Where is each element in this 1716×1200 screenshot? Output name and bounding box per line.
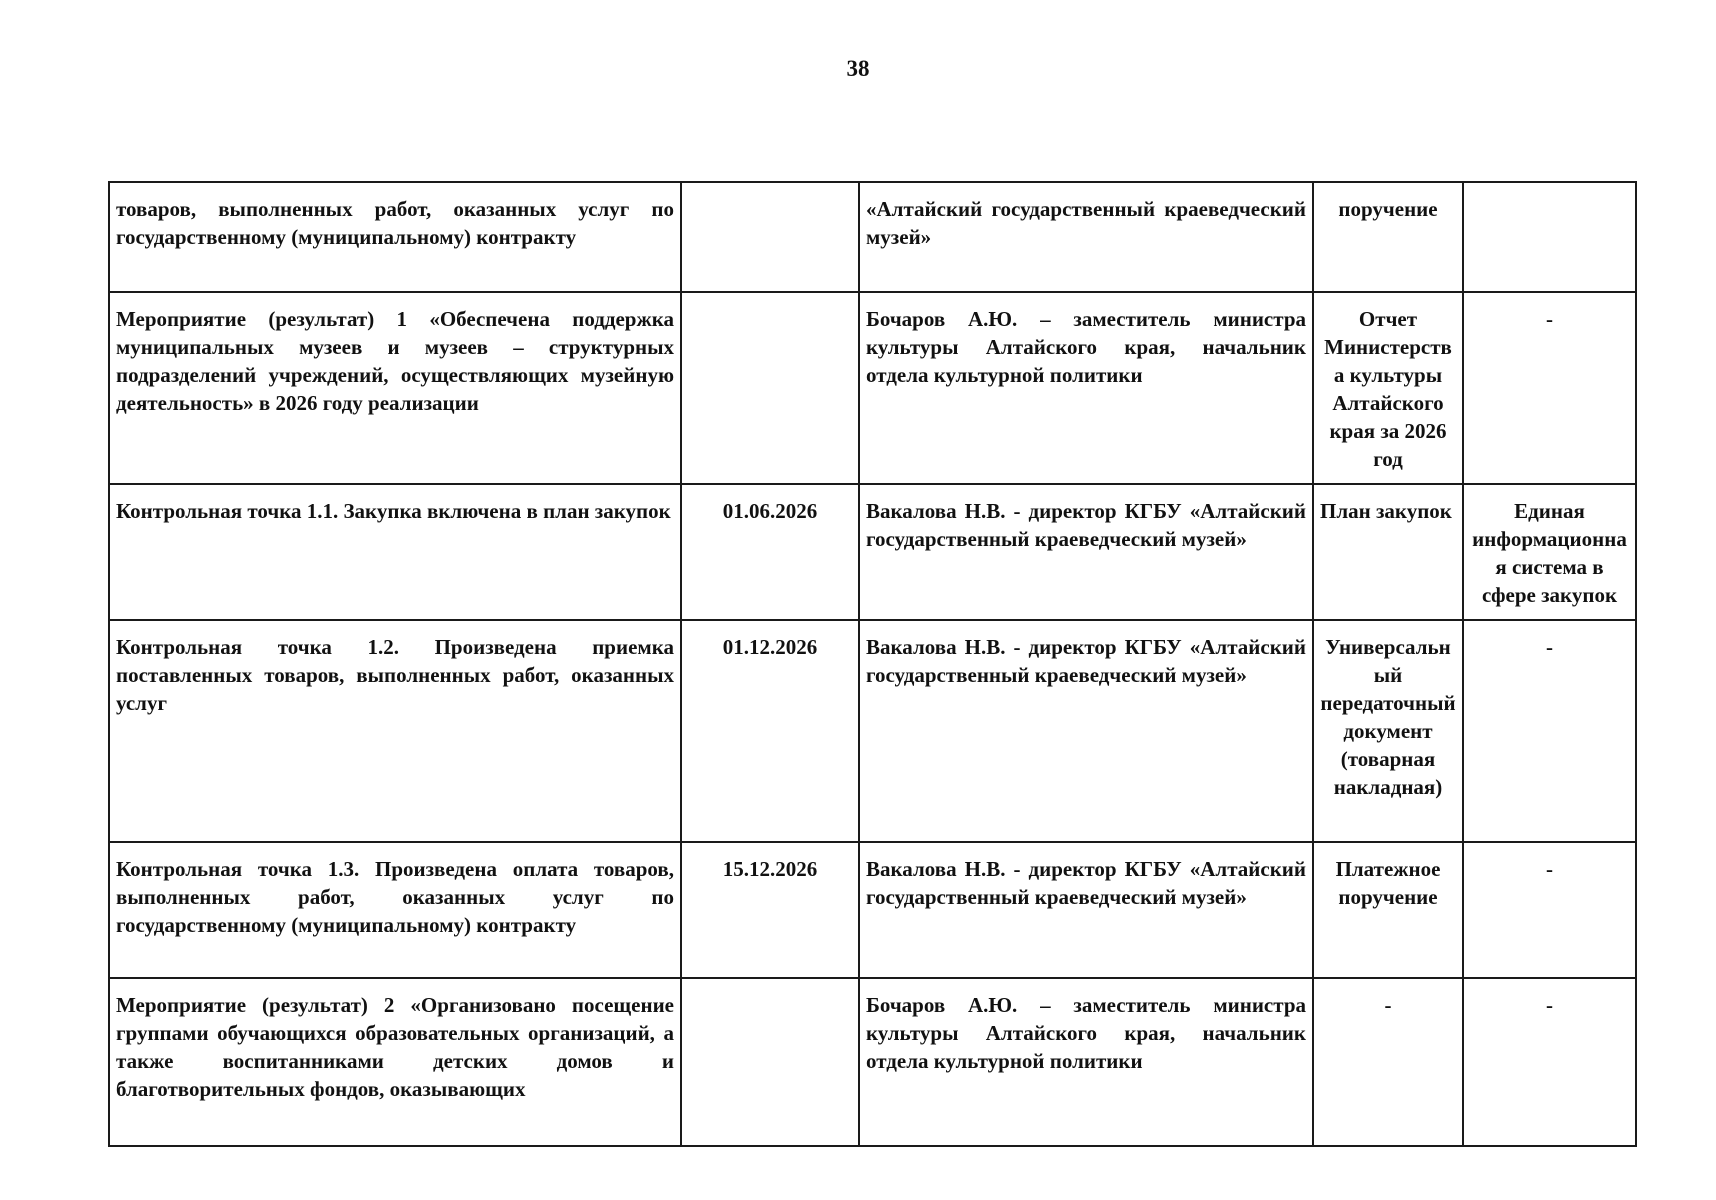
due-date-cell: 01.12.2026 xyxy=(681,620,859,842)
responsible-cell: Бочаров А.Ю. – заместитель министра культуры Алтайского края, начальник отдела культурной политики xyxy=(859,292,1313,484)
table-row xyxy=(109,842,1636,978)
document-type-cell: поручение xyxy=(1313,182,1463,292)
responsible-cell: Вакалова Н.В. - директор КГБУ «Алтайский государственный краеведческий музей» xyxy=(859,620,1313,842)
table-row xyxy=(109,484,1636,620)
responsible-cell: «Алтайский государственный краеведческий музей» xyxy=(859,182,1313,292)
due-date-cell: 15.12.2026 xyxy=(681,842,859,978)
event-name-cell: товаров, выполненных работ, оказанных услуг по государственному (муниципальному) контракту xyxy=(109,182,681,292)
info-system-cell: - xyxy=(1463,620,1636,842)
document-type-cell: Универсальный передаточный документ (товарная накладная) xyxy=(1313,620,1463,842)
table-row xyxy=(109,292,1636,484)
event-name-cell: Мероприятие (результат) 2 «Организовано посещение группами обучающихся образовательных организаций, а также воспитанниками детских домов и благотворительных фондов, оказывающих xyxy=(109,978,681,1146)
document-type-cell: План закупок xyxy=(1313,484,1463,620)
due-date-cell: 01.06.2026 xyxy=(681,484,859,620)
event-name-cell: Контрольная точка 1.3. Произведена оплата товаров, выполненных работ, оказанных услуг по государственному (муниципальному) контракту xyxy=(109,842,681,978)
info-system-cell: - xyxy=(1463,292,1636,484)
info-system-cell: - xyxy=(1463,978,1636,1146)
due-date-cell xyxy=(681,182,859,292)
responsible-cell: Вакалова Н.В. - директор КГБУ «Алтайский государственный краеведческий музей» xyxy=(859,484,1313,620)
document-type-cell: - xyxy=(1313,978,1463,1146)
event-name-cell: Контрольная точка 1.1. Закупка включена в план закупок xyxy=(109,484,681,620)
table-row xyxy=(109,978,1636,1146)
document-type-cell: Платежное поручение xyxy=(1313,842,1463,978)
due-date-cell xyxy=(681,292,859,484)
table-row xyxy=(109,182,1636,292)
table-row xyxy=(109,620,1636,842)
info-system-cell xyxy=(1463,182,1636,292)
due-date-cell xyxy=(681,978,859,1146)
responsible-cell: Вакалова Н.В. - директор КГБУ «Алтайский государственный краеведческий музей» xyxy=(859,842,1313,978)
plan-table xyxy=(108,181,1637,1147)
info-system-cell: Единая информационная система в сфере закупок xyxy=(1463,484,1636,620)
page-number: 38 xyxy=(846,56,870,81)
info-system-cell: - xyxy=(1463,842,1636,978)
event-name-cell: Контрольная точка 1.2. Произведена приемка поставленных товаров, выполненных работ, оказанных услуг xyxy=(109,620,681,842)
event-name-cell: Мероприятие (результат) 1 «Обеспечена поддержка муниципальных музеев и музеев – структурных подразделений учреждений, осуществляющих музейную деятельность» в 2026 году реализации xyxy=(109,292,681,484)
responsible-cell: Бочаров А.Ю. – заместитель министра культуры Алтайского края, начальник отдела культурной политики xyxy=(859,978,1313,1146)
document-type-cell: Отчет Министерства культуры Алтайского края за 2026 год xyxy=(1313,292,1463,484)
